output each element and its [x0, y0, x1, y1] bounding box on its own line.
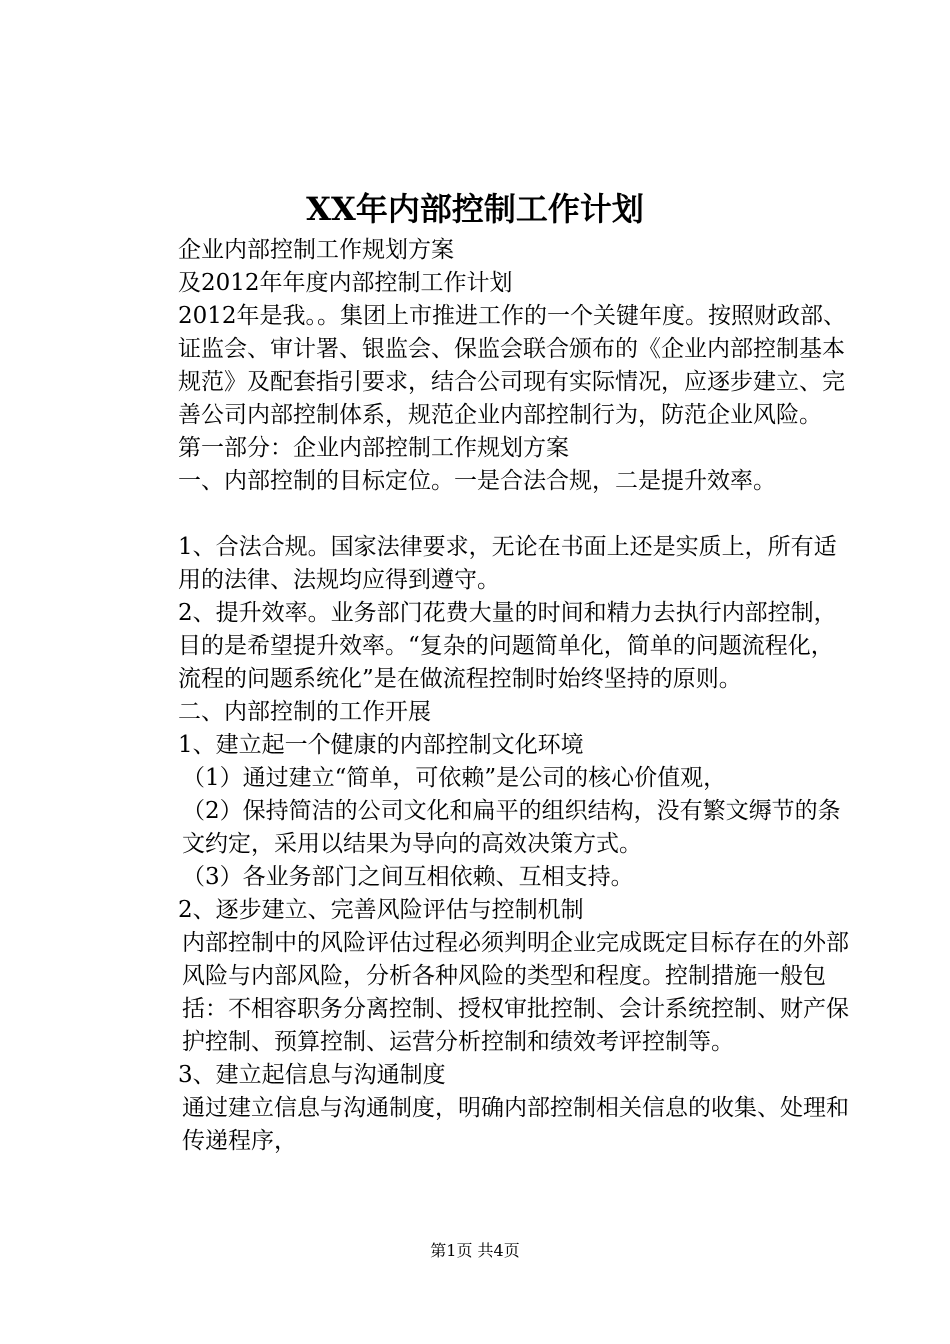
section-heading: 一、内部控制的目标定位。一是合法合规，二是提升效率。 — [178, 468, 776, 494]
section-heading: 二、内部控制的工作开展 — [178, 699, 431, 725]
subsection-heading: 2、逐步建立、完善风险评估与控制机制 — [178, 897, 584, 923]
document-title: XX年内部控制工作计划 — [306, 190, 644, 228]
paragraph: 企业内部控制工作规划方案 — [178, 237, 454, 263]
document-body — [130, 234, 850, 1158]
subsection-heading: 1、建立起一个健康的内部控制文化环境 — [178, 732, 584, 758]
paragraph: 2、提升效率。业务部门花费大量的时间和精力去执行内部控制，目的是希望提升效率。“复杂的问题简单化，简单的问题流程化，流程的问题系统化”是在做流程控制时始终坚持的原则。 — [178, 600, 837, 692]
paragraph: 2012年是我。。集团上市推进工作的一个关键年度。按照财政部、证监会、审计署、银监会、保监会联合颁布的《企业内部控制基本规范》及配套指引要求，结合公司现有实际情况，应逐步建立、完善公司内部控制体系，规范企业内部控制行为，防范企业风险。 — [178, 303, 847, 428]
section-heading: 第一部分：企业内部控制工作规划方案 — [178, 435, 569, 461]
paragraph: 及2012年年度内部控制工作计划 — [178, 270, 513, 296]
page-footer: 第1页 共4页 — [430, 1241, 520, 1260]
list-item: （1）通过建立“简单，可依赖”是公司的核心价值观， — [182, 765, 727, 791]
paragraph: 1、合法合规。国家法律要求，无论在书面上还是实质上，所有适用的法律、法规均应得到遵守。 — [178, 534, 837, 593]
paragraph: 通过建立信息与沟通制度，明确内部控制相关信息的收集、处理和传递程序， — [182, 1095, 849, 1154]
list-item: （3）各业务部门之间互相依赖、互相支持。 — [182, 864, 634, 890]
subsection-heading: 3、建立起信息与沟通制度 — [178, 1062, 446, 1088]
list-item: （2）保持简洁的公司文化和扁平的组织结构，没有繁文缛节的条文约定，采用以结果为导向的高效决策方式。 — [182, 798, 841, 857]
paragraph: 内部控制中的风险评估过程必须判明企业完成既定目标存在的外部风险与内部风险，分析各种风险的类型和程度。控制措施一般包括：不相容职务分离控制、授权审批控制、会计系统控制、财产保护控制、预算控制、运营分析控制和绩效考评控制等。 — [182, 930, 849, 1055]
